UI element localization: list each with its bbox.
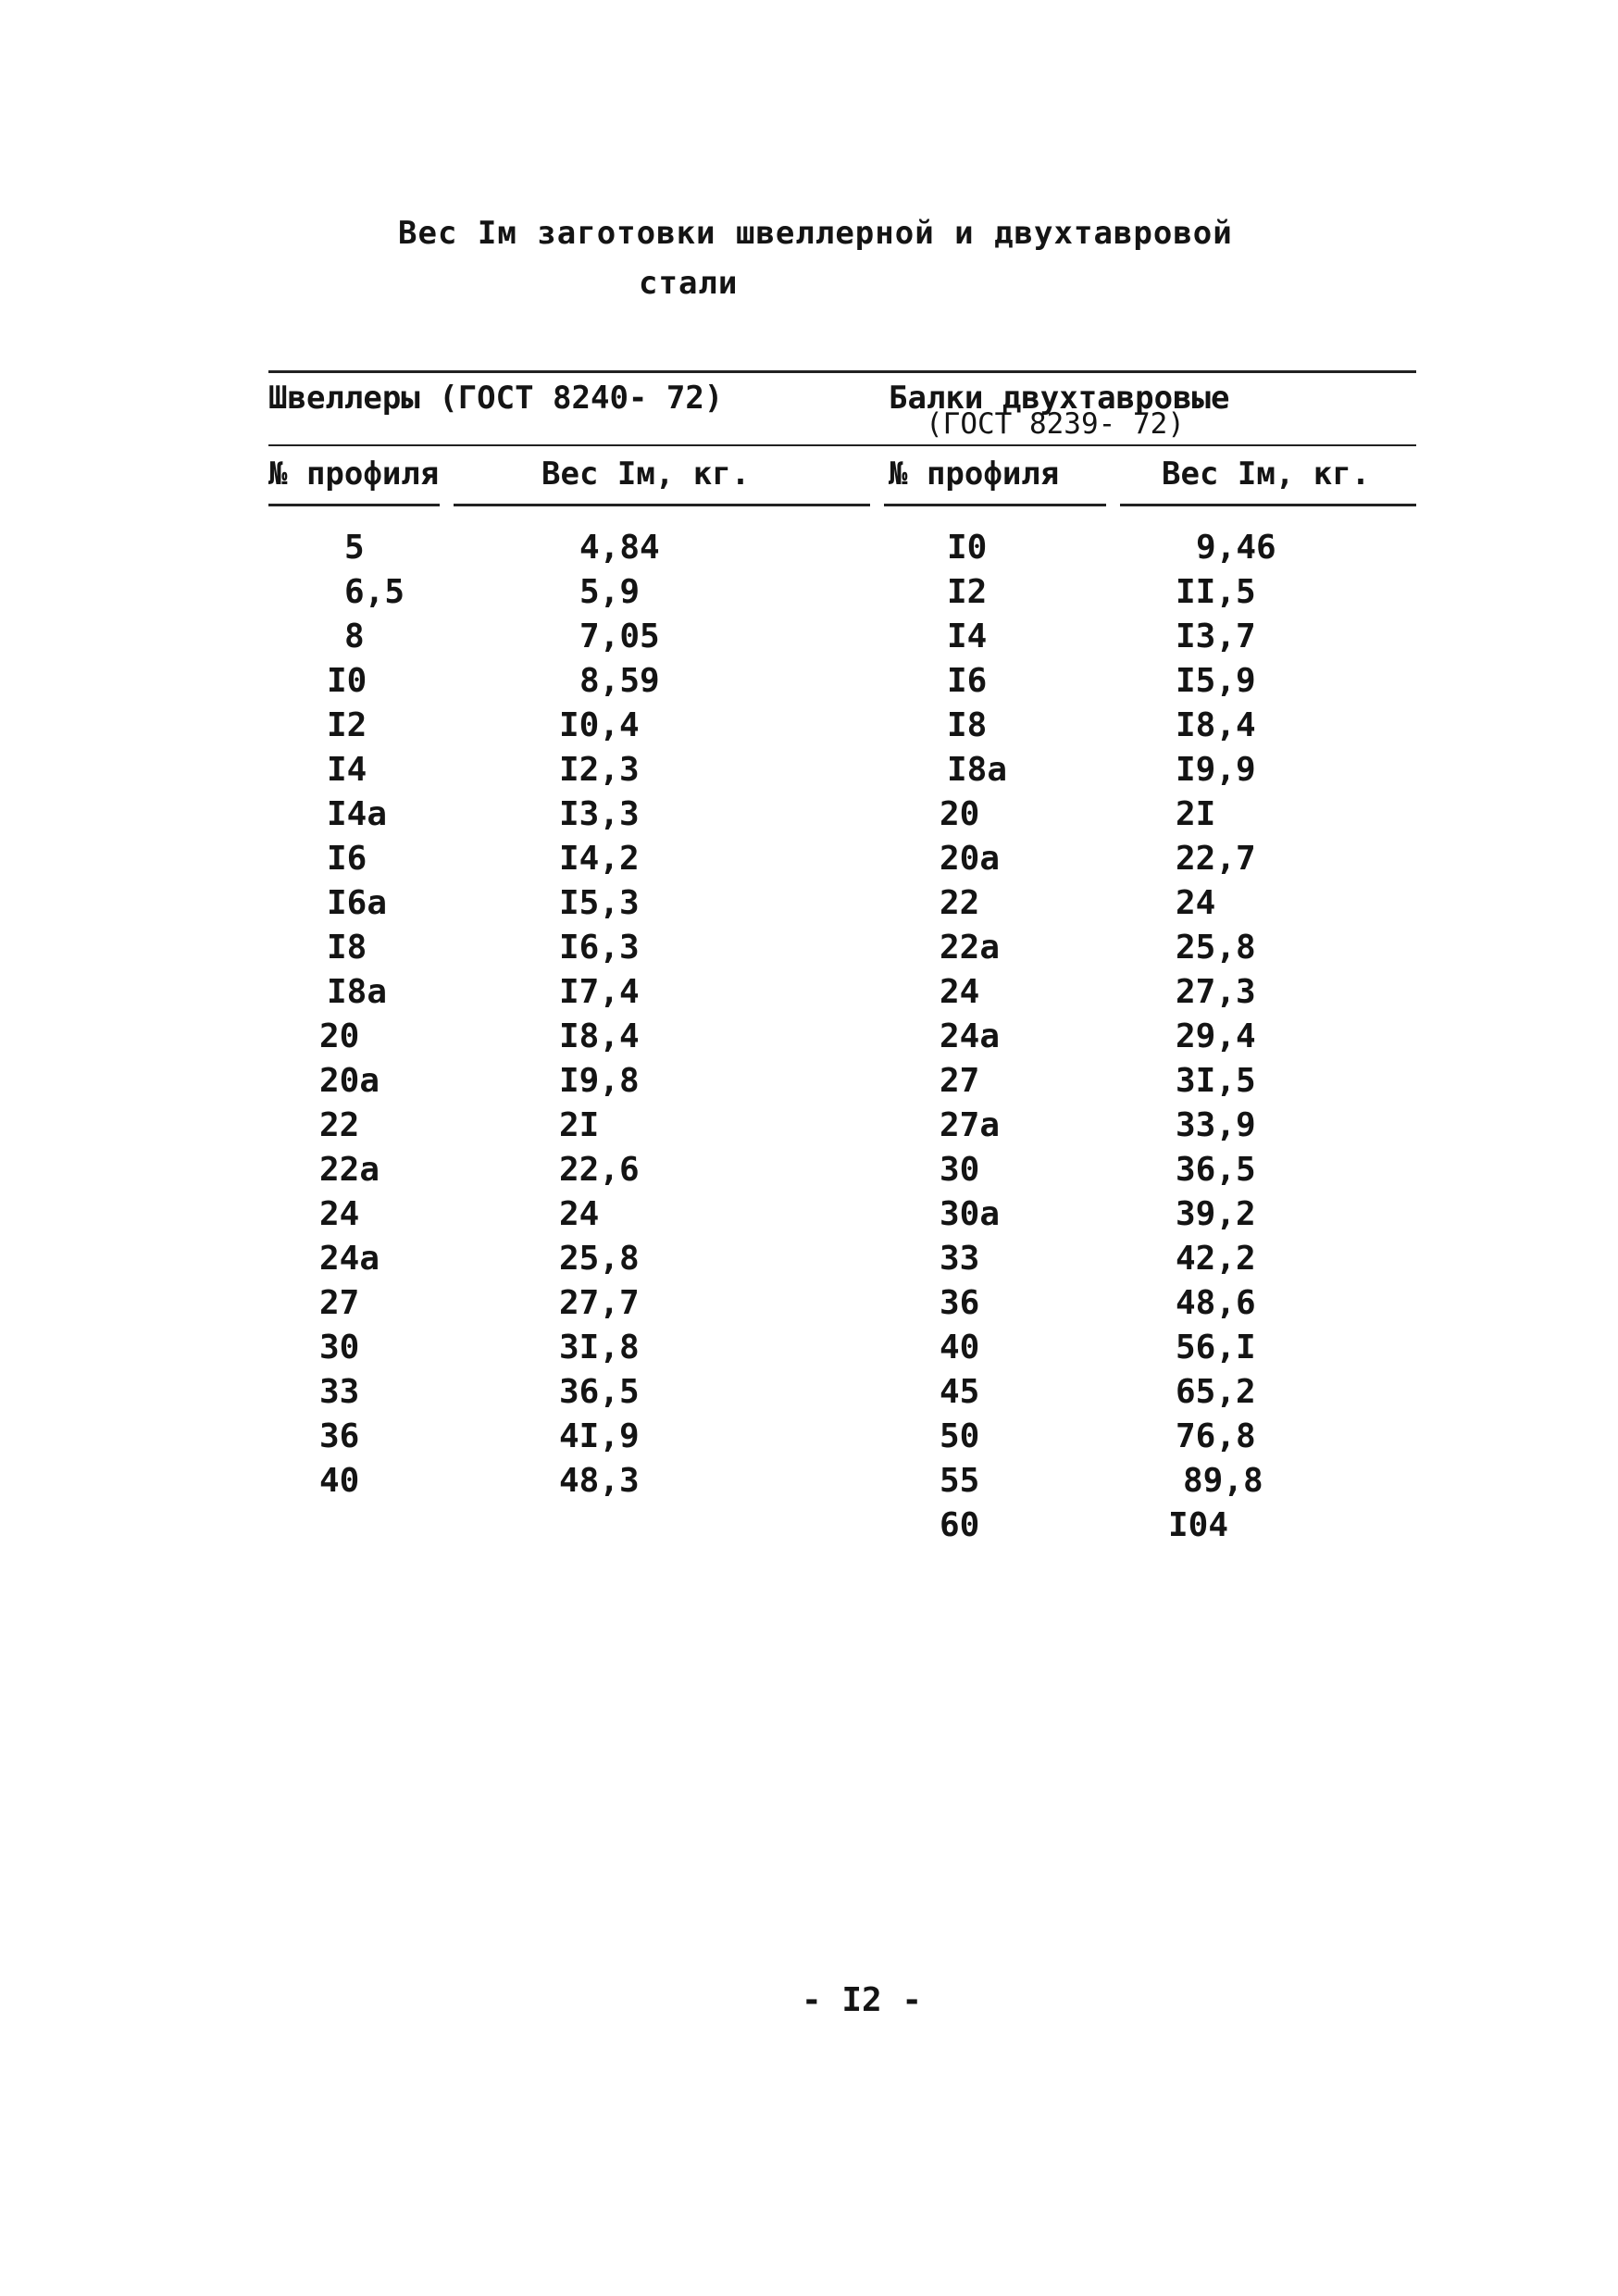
beams-profile-column-header: № профиля — [889, 455, 1060, 493]
beams-weight-column-header: Вес Iм, кг. — [1162, 455, 1371, 493]
beams-profile-cell: 50 — [940, 1417, 980, 1455]
beams-profile-cell: I4 — [947, 618, 988, 655]
beams-weight-header-underline — [1120, 504, 1416, 506]
channels-weight-cell: 48,3 — [559, 1462, 640, 1500]
channels-weight-cell: 4I,9 — [559, 1417, 640, 1455]
table-top-rule — [268, 370, 1416, 373]
channels-profile-cell: 6,5 — [344, 573, 405, 611]
beams-group-header: Балки двухтавровые — [889, 380, 1230, 417]
beams-profile-cell: 20 — [940, 795, 980, 833]
beams-weight-cell: 29,4 — [1176, 1017, 1256, 1055]
channels-weight-cell: I7,4 — [559, 973, 640, 1011]
beams-weight-cell: 27,3 — [1176, 973, 1256, 1011]
beams-profile-header-underline — [884, 504, 1106, 506]
channels-weight-cell: I2,3 — [559, 751, 640, 789]
channels-profile-cell: 30 — [319, 1329, 360, 1366]
beams-weight-cell: I8,4 — [1176, 706, 1256, 744]
beams-profile-cell: 30 — [940, 1151, 980, 1189]
channels-profile-cell: I0 — [327, 662, 367, 700]
channels-profile-cell: 33 — [319, 1373, 360, 1411]
beams-profile-cell: 36 — [940, 1284, 980, 1322]
beams-weight-cell: 56,I — [1176, 1329, 1256, 1366]
channels-profile-cell: 24 — [319, 1195, 360, 1233]
channels-weight-cell: I5,3 — [559, 884, 640, 922]
beams-weight-column — [1168, 526, 1276, 1548]
beams-profile-cell: 27a — [940, 1106, 1001, 1144]
channels-profile-cell: I8a — [327, 973, 388, 1011]
beams-weight-cell: 36,5 — [1176, 1151, 1256, 1189]
channels-weight-cell: I6,3 — [559, 929, 640, 967]
channels-profile-cell: 5 — [344, 529, 365, 567]
channels-weight-cell: 27,7 — [559, 1284, 640, 1322]
beams-profile-cell: 60 — [940, 1506, 980, 1544]
beams-profile-cell: 55 — [940, 1462, 980, 1500]
channels-profile-cell: 20 — [319, 1017, 360, 1055]
beams-weight-cell: I04 — [1168, 1506, 1229, 1544]
beams-profile-cell: 22a — [940, 929, 1001, 967]
channels-profile-cell: 20a — [319, 1062, 380, 1100]
table-title-continuation: стали — [639, 265, 739, 302]
channels-weight-cell: 7,05 — [579, 618, 660, 655]
beams-weight-cell: II,5 — [1176, 573, 1256, 611]
beams-profile-cell: 24 — [940, 973, 980, 1011]
beams-weight-cell: I5,9 — [1176, 662, 1256, 700]
beams-weight-cell: 39,2 — [1176, 1195, 1256, 1233]
beams-weight-cell: 42,2 — [1176, 1240, 1256, 1278]
channels-weight-cell: I0,4 — [559, 706, 640, 744]
channels-weight-cell: 22,6 — [559, 1151, 640, 1189]
group-header-rule — [268, 444, 1416, 446]
beams-weight-cell: 25,8 — [1176, 929, 1256, 967]
channels-profile-cell: I6 — [327, 840, 367, 878]
beams-weight-cell: 89,8 — [1183, 1462, 1263, 1500]
channels-weight-cell: 24 — [559, 1195, 600, 1233]
channels-profile-cell: 22a — [319, 1151, 380, 1189]
channels-group-header: Швеллеры (ГОСТ 8240- 72) — [268, 380, 724, 417]
channels-weight-cell: I8,4 — [559, 1017, 640, 1055]
beams-profile-cell: I8 — [947, 706, 988, 744]
beams-profile-cell: I2 — [947, 573, 988, 611]
beams-profile-cell: 33 — [940, 1240, 980, 1278]
channels-profile-cell: I6a — [327, 884, 388, 922]
beams-profile-cell: I0 — [947, 529, 988, 567]
beams-weight-cell: 48,6 — [1176, 1284, 1256, 1322]
channels-profile-header-underline — [268, 504, 440, 506]
channels-profile-cell: 40 — [319, 1462, 360, 1500]
beams-weight-cell: 65,2 — [1176, 1373, 1256, 1411]
beams-profile-cell: 24a — [940, 1017, 1001, 1055]
channels-profile-column-header: № профиля — [268, 455, 440, 493]
channels-profile-cell: 8 — [344, 618, 365, 655]
beams-weight-cell: 3I,5 — [1176, 1062, 1256, 1100]
beams-profile-cell: 30a — [940, 1195, 1001, 1233]
beams-weight-cell: I3,7 — [1176, 618, 1256, 655]
channels-weight-cell: I4,2 — [559, 840, 640, 878]
channels-profile-cell: I4a — [327, 795, 388, 833]
beams-weight-cell: I9,9 — [1176, 751, 1256, 789]
channels-weight-cell: I3,3 — [559, 795, 640, 833]
channels-profile-cell: I8 — [327, 929, 367, 967]
beams-weight-cell: 9,46 — [1196, 529, 1276, 567]
channels-profile-cell: I2 — [327, 706, 367, 744]
beams-group-header-standard: (ГОСТ 8239- 72) — [926, 407, 1185, 441]
beams-profile-cell: 22 — [940, 884, 980, 922]
channels-weight-cell: 3I,8 — [559, 1329, 640, 1366]
page-number: - I2 - — [802, 1981, 923, 2019]
channels-weight-cell: 36,5 — [559, 1373, 640, 1411]
beams-weight-cell: 33,9 — [1176, 1106, 1256, 1144]
channels-profile-cell: 36 — [319, 1417, 360, 1455]
channels-profile-cell: I4 — [327, 751, 367, 789]
channels-weight-column-header: Вес Iм, кг. — [541, 455, 751, 493]
channels-weight-cell: 2I — [559, 1106, 600, 1144]
beams-profile-cell: 27 — [940, 1062, 980, 1100]
beams-profile-cell: 45 — [940, 1373, 980, 1411]
beams-weight-cell: 2I — [1176, 795, 1216, 833]
channels-weight-column — [559, 526, 660, 1504]
table-title: Вес Iм заготовки швеллерной и двухтавровой — [398, 215, 1233, 252]
channels-weight-cell: I9,8 — [559, 1062, 640, 1100]
channels-profile-column — [319, 526, 404, 1504]
beams-profile-cell: I6 — [947, 662, 988, 700]
beams-weight-cell: 22,7 — [1176, 840, 1256, 878]
channels-profile-cell: 22 — [319, 1106, 360, 1144]
beams-weight-cell: 24 — [1176, 884, 1216, 922]
beams-profile-cell: 40 — [940, 1329, 980, 1366]
channels-weight-cell: 4,84 — [579, 529, 660, 567]
channels-profile-cell: 24a — [319, 1240, 380, 1278]
channels-weight-cell: 5,9 — [579, 573, 641, 611]
beams-profile-cell: 20a — [940, 840, 1001, 878]
channels-profile-cell: 27 — [319, 1284, 360, 1322]
channels-weight-cell: 25,8 — [559, 1240, 640, 1278]
beams-profile-column — [940, 526, 1007, 1548]
channels-weight-header-underline — [454, 504, 870, 506]
beams-weight-cell: 76,8 — [1176, 1417, 1256, 1455]
beams-profile-cell: I8a — [947, 751, 1008, 789]
channels-weight-cell: 8,59 — [579, 662, 660, 700]
